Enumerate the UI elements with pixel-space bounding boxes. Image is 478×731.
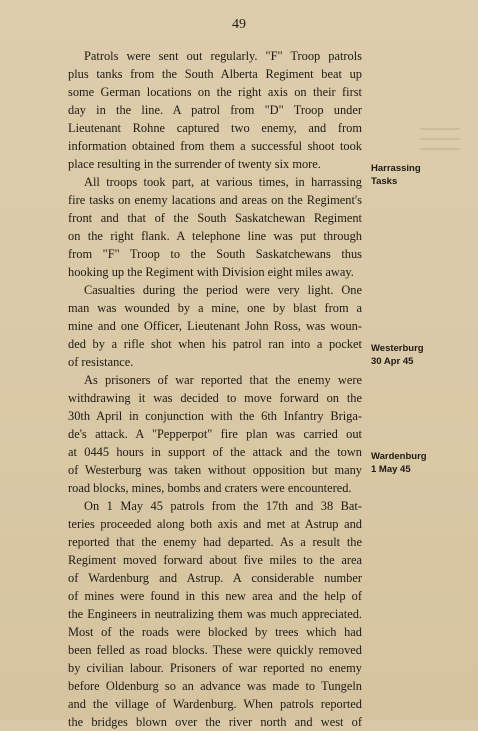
text-line: Most of the roads were blocked by trees which had	[68, 625, 362, 639]
text-line: place resulting in the surrender of twenty six more.	[68, 157, 321, 171]
paragraph-harrassing	[68, 173, 362, 281]
text-line: of resistance.	[68, 355, 134, 369]
text-line: and the village of Wardenburg. When patrols reported	[68, 697, 362, 711]
text-line: information obtained from them a successful shoot took	[68, 139, 362, 153]
body-text	[68, 47, 362, 731]
text-line: the Engineers in neutralizing them was much appreciated.	[68, 607, 362, 621]
text-line: road blocks, mines, bombs and craters were encountered.	[68, 481, 352, 495]
text-line: hooking up the Regiment with Division eight miles away.	[68, 265, 354, 279]
margin-note-title: Wardenburg	[371, 451, 427, 462]
text-line: the bridges blown over the river north and west of	[68, 715, 362, 729]
text-line: On 1 May 45 patrols from the 17th and 38 Bat-	[84, 499, 362, 513]
paragraph-westerburg	[68, 371, 362, 497]
text-line: withdrawing it was decided to move forward on the	[68, 391, 362, 405]
bleed-through-marks	[420, 128, 460, 156]
text-line: some German locations on the right axis on their first	[68, 85, 362, 99]
text-line: mine and one Officer, Lieutenant John Ross, was woun-	[68, 319, 362, 333]
margin-note-subtitle: Tasks	[371, 176, 398, 187]
text-line: of mines were found in this new area and the help of	[68, 589, 362, 603]
text-line: 30th April in conjunction with the 6th Infantry Briga-	[68, 409, 362, 423]
text-line: front and that of the South Saskatchewan Regiment	[68, 211, 362, 225]
text-line: plus tanks from the South Alberta Regiment beat up	[68, 67, 362, 81]
paragraph-wardenburg	[68, 497, 362, 731]
text-line: fire tasks on enemy lacations and areas on the Regiment's	[68, 193, 362, 207]
text-line: Lieutenant Rohne captured two enemy, and from	[68, 121, 362, 135]
margin-note-wardenburg	[371, 450, 471, 476]
margin-note-harrassing	[371, 162, 471, 188]
text-line: of Wardenburg and Astrup. A considerable number	[68, 571, 362, 585]
text-line: been felled as road blocks. These were quickly removed	[68, 643, 362, 657]
text-line: All troops took part, at various times, in harrassing	[84, 175, 362, 189]
text-line: Regiment moved forward about five miles to the area	[68, 553, 362, 567]
margin-note-westerburg	[371, 342, 471, 368]
text-line: of Westerburg was taken without opposition but many	[68, 463, 362, 477]
text-line: at 0445 hours in support of the attack and the town	[68, 445, 362, 459]
text-line: day in the line. A patrol from "D" Troop under	[68, 103, 362, 117]
text-line: reported that the enemy had departed. As a result the	[68, 535, 362, 549]
page-number: 49	[232, 17, 246, 32]
text-line: on the right flank. A telephone line was put through	[68, 229, 362, 243]
text-line: As prisoners of war reported that the enemy were	[84, 373, 362, 387]
text-line: man was wounded by a mine, one by blast from a	[68, 301, 362, 315]
text-line: teries proceeded along both axis and met at Astrup and	[68, 517, 362, 531]
margin-note-title: Harrassing	[371, 163, 421, 174]
paragraph-patrols	[68, 47, 362, 173]
text-line: before Oldenburg so an advance was made to Tungeln	[68, 679, 362, 693]
margin-note-title: Westerburg	[371, 343, 424, 354]
text-line: Patrols were sent out regularly. "F" Troop patrols	[84, 49, 362, 63]
text-line: from "F" Troop to the South Saskatchewans thus	[68, 247, 362, 261]
text-line: by civilian labour. Prisoners of war reported no enemy	[68, 661, 362, 675]
text-line: ded by a rifle shot when his patrol ran into a pocket	[68, 337, 362, 351]
text-line: de's attack. A "Pepperpot" fire plan was carried out	[68, 427, 362, 441]
paragraph-casualties	[68, 281, 362, 371]
margin-note-date: 30 Apr 45	[371, 356, 414, 367]
margin-note-date: 1 May 45	[371, 464, 411, 475]
text-line: Casualties during the period were very light. One	[84, 283, 362, 297]
